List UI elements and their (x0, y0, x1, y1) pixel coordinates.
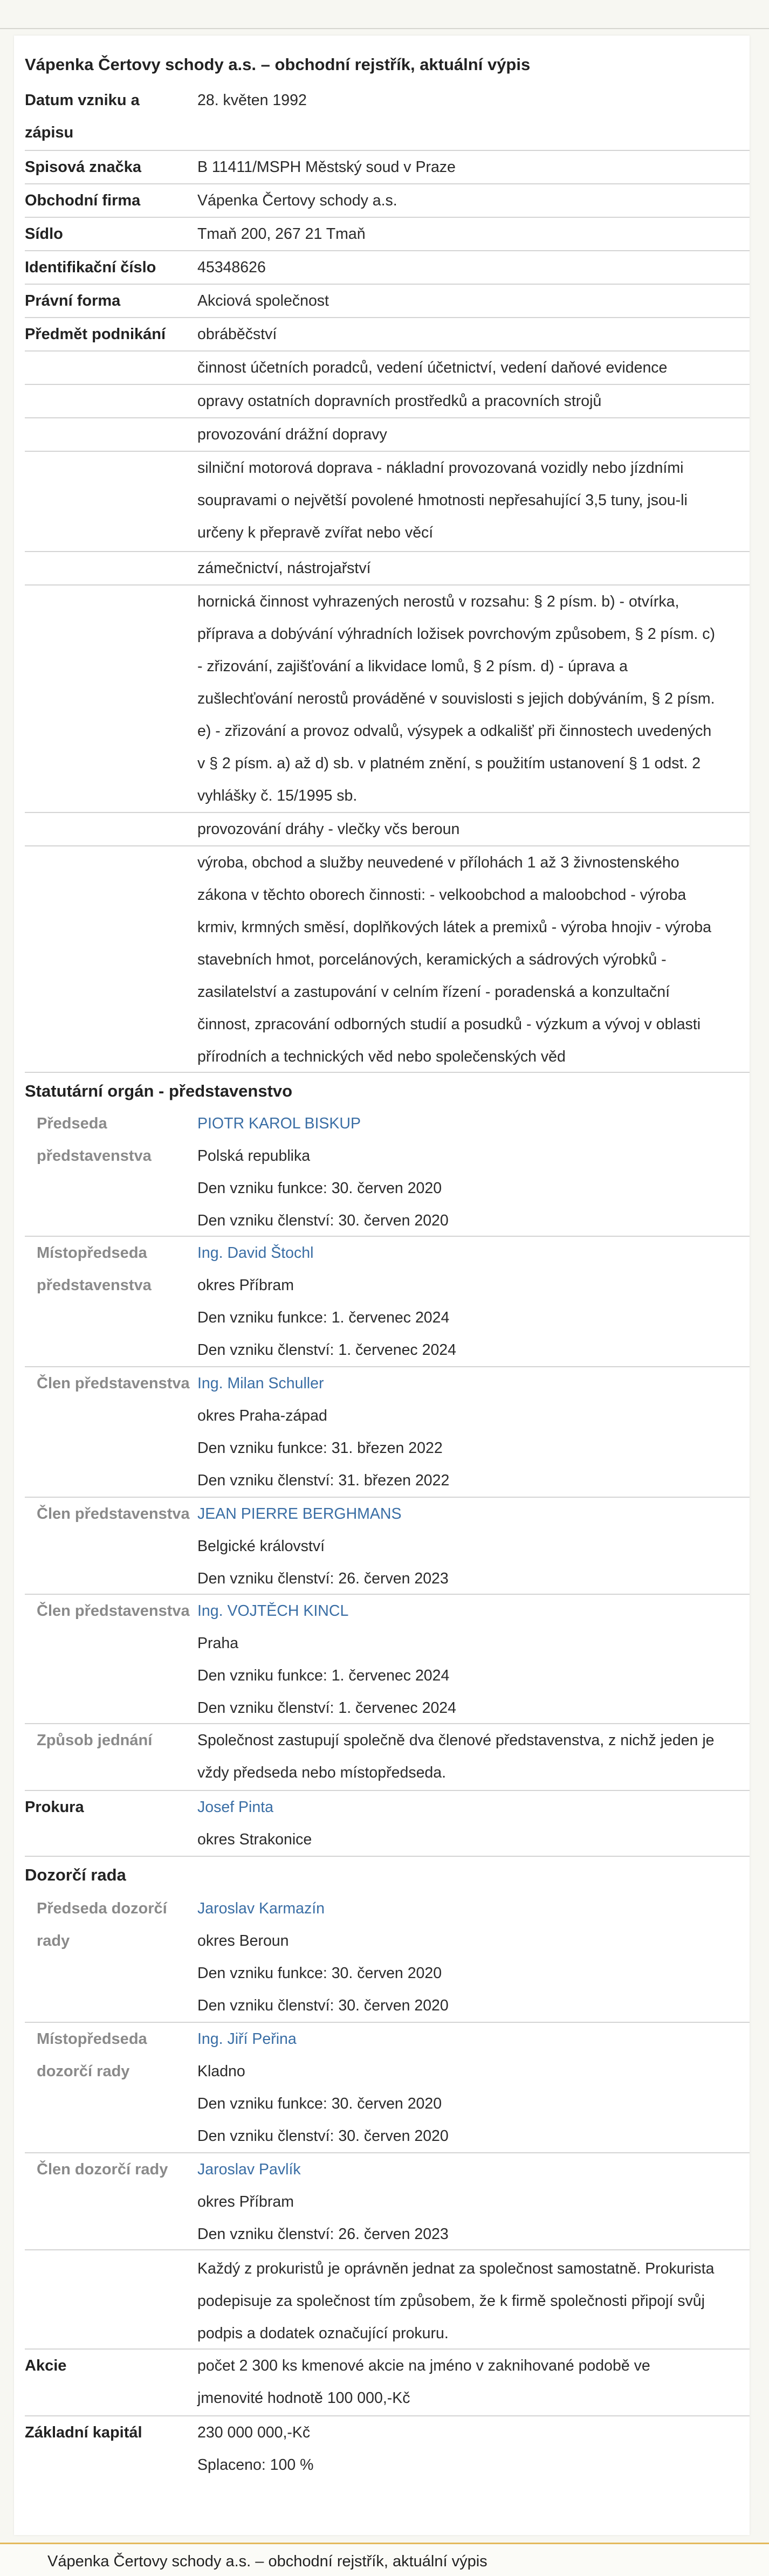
footer-title: Vápenka Čertovy schody a.s. – obchodní rejstřík, aktuální výpis (47, 2553, 488, 2570)
row-label: Spisová značka (25, 159, 141, 176)
member-detail: PIOTR KAROL BISKUP Polská republika Den vzniku funkce: 30. červen 2020 Den vzniku členství: 30. červen 2020 (197, 1107, 747, 1237)
predmet-item: činnost účetních poradců, vedení účetnictví, vedení daňové evidence (25, 352, 750, 385)
person-link[interactable]: Jaroslav Pavlík (197, 2161, 301, 2178)
member-detail: Ing. Milan Schuller okres Praha-západ Den vzniku funkce: 31. březen 2022 Den vzniku členství: 31. březen 2022 (197, 1367, 747, 1497)
row-value: Společnost zastupují společně dva členové představenstva, z nichž jeden je vždy předseda nebo místopředseda. (197, 1732, 715, 1781)
row-value: 45348626 (197, 259, 266, 276)
member-row (25, 1595, 750, 1724)
row-pravni-forma (25, 285, 750, 318)
row-value: Vápenka Čertovy schody a.s. (197, 192, 397, 209)
predmet-item: výroba, obchod a služby neuvedené v přílohách 1 až 3 živnostenského zákona v těchto oborech činnosti: - velkoobchod a maloobchod - výroba krmiv, krmných směsí, doplňkových látek a premixů - výroba hnojiv - výroba stavebních hmot, porcelánových, keramických a sádrových výrobků - zasilatelství a zastupování v celním řízení - poradenská a konzultační činnost, zpracování odborných studií a posudků - výzkum a vývoj v oblasti přírodních a technických věd nebo společenských věd (25, 846, 750, 1073)
member-row (25, 1498, 750, 1595)
predmet-item: silniční motorová doprava - nákladní provozovaná vozidly nebo jízdními soupravami o největší povolené hmotnosti nepřesahující 3,5 tuny, jsou-li určeny k přepravě zvířat nebo věcí (25, 452, 750, 552)
row-value: B 11411/MSPH Městský soud v Praze (197, 159, 456, 176)
member-role: Místopředseda představenstva (37, 1244, 152, 1294)
predmet-item: opravy ostatních dopravních prostředků a pracovních strojů (25, 385, 750, 418)
person-link[interactable]: Jaroslav Karmazín (197, 1900, 325, 1917)
member-role: Předseda dozorčí rady (37, 1900, 167, 1950)
member-role: Člen představenstva (37, 1375, 190, 1392)
person-link[interactable]: Ing. VOJTĚCH KINCL (197, 1602, 349, 1620)
row-spisova-znacka (25, 151, 750, 184)
row-value: Josef Pinta okres Strakonice (197, 1791, 747, 1856)
member-row (25, 2153, 750, 2250)
row-predmet-podnikani (25, 318, 750, 352)
row-value: Akciová společnost (197, 292, 329, 309)
member-detail: Jaroslav Karmazín okres Beroun Den vzniku funkce: 30. červen 2020 Den vzniku členství: 30. červen 2020 (197, 1892, 747, 2022)
row-akcie (25, 2350, 750, 2416)
member-detail: Ing. VOJTĚCH KINCL Praha Den vzniku funkce: 1. červenec 2024 Den vzniku členství: 1. červenec 2024 (197, 1595, 747, 1724)
predmet-item: provozování dráhy - vlečky včs beroun (25, 813, 750, 846)
member-row (25, 1107, 750, 1237)
row-prokura-note (25, 2250, 750, 2350)
member-role: Předseda představenstva (37, 1115, 152, 1165)
person-link[interactable]: Ing. Jiří Peřina (197, 2030, 297, 2048)
member-row (25, 2023, 750, 2153)
member-row (25, 1367, 750, 1498)
row-label: Předmět podnikání (25, 326, 166, 343)
member-detail: Jaroslav Pavlík okres Příbram Den vzniku členství: 26. červen 2023 (197, 2153, 747, 2250)
row-label: Základní kapitál (25, 2424, 142, 2441)
row-zpusob-jednani (25, 1724, 750, 1791)
person-link[interactable]: PIOTR KAROL BISKUP (197, 1115, 361, 1132)
row-zakladni-kapital (25, 2416, 750, 2483)
row-value: 230 000 000,-Kč Splaceno: 100 % (197, 2424, 314, 2474)
row-label: Sídlo (25, 225, 63, 243)
register-extract-card (14, 36, 750, 2535)
row-label: Datum vzniku a zápisu (25, 92, 140, 141)
row-datum-vzniku (25, 84, 750, 151)
row-obchodni-firma (25, 184, 750, 218)
predmet-item: hornická činnost vyhrazených nerostů v rozsahu: § 2 písm. b) - otvírka, příprava a dobývání výhradních ložisek povrchovým způsobem, § 2 písm. c) - zřizování, zajišťování a likvidace lomů, § 2 písm. d) - úprava a zušlechťování nerostů prováděné v souvislosti s jejich dobýváním, § 2 písm. e) - zřizování a provoz odvalů, výsypek a odkališť při činnostech uvedených v § 2 písm. a) až d) sb. v platném znění, s použitím ustanovení § 1 odst. 2 vyhlášky č. 15/1995 sb. (25, 586, 750, 813)
footer-bar (0, 2543, 769, 2576)
member-row (25, 1237, 750, 1367)
row-value: obráběčství (197, 326, 277, 343)
person-link[interactable]: JEAN PIERRE BERGHMANS (197, 1505, 402, 1523)
row-value: Každý z prokuristů je oprávněn jednat za společnost samostatně. Prokurista podepisuje za společnost tím způsobem, že k firmě společnosti připojí svůj podpis a dodatek označující prokuru. (197, 2260, 715, 2342)
row-value: počet 2 300 ks kmenové akcie na jméno v zaknihované podobě ve jmenovité hodnotě 100 000,-Kč (197, 2357, 650, 2407)
row-sidlo (25, 218, 750, 251)
row-identifikacni-cislo (25, 251, 750, 285)
row-label: Způsob jednání (37, 1732, 153, 1749)
person-link[interactable]: Josef Pinta (197, 1799, 273, 1816)
member-detail: Ing. David Štochl okres Příbram Den vzniku funkce: 1. červenec 2024 Den vzniku členství: 1. červenec 2024 (197, 1237, 747, 1366)
row-value: 28. květen 1992 (197, 92, 307, 109)
row-prokura (25, 1791, 750, 1857)
row-value: Tmaň 200, 267 21 Tmaň (197, 225, 366, 243)
predmet-item: provozování drážní dopravy (25, 418, 750, 452)
page-title: Vápenka Čertovy schody a.s. – obchodní rejstřík, aktuální výpis (25, 55, 531, 74)
section-title-statutarni-organ: Statutární orgán - představenstvo (25, 1082, 293, 1100)
row-label: Akcie (25, 2357, 67, 2374)
member-detail: Ing. Jiří Peřina Kladno Den vzniku funkce: 30. červen 2020 Den vzniku členství: 30. červen 2020 (197, 2023, 747, 2152)
row-label: Právní forma (25, 292, 121, 309)
member-role: Člen dozorčí rady (37, 2161, 168, 2178)
member-role: Místopředseda dozorčí rady (37, 2030, 147, 2080)
section-title-dozorci-rada: Dozorčí rada (25, 1865, 126, 1884)
row-label: Prokura (25, 1799, 84, 1816)
member-row (25, 1892, 750, 2023)
member-role: Člen představenstva (37, 1602, 190, 1620)
member-detail: JEAN PIERRE BERGHMANS Belgické království Den vzniku členství: 26. červen 2023 (197, 1498, 747, 1595)
person-link[interactable]: Ing. David Štochl (197, 1244, 314, 1262)
row-label: Obchodní firma (25, 192, 141, 209)
person-link[interactable]: Ing. Milan Schuller (197, 1375, 324, 1392)
member-role: Člen představenstva (37, 1505, 190, 1523)
top-divider (0, 28, 769, 29)
predmet-item: zámečnictví, nástrojařství (25, 552, 750, 586)
row-label: Identifikační číslo (25, 259, 156, 276)
